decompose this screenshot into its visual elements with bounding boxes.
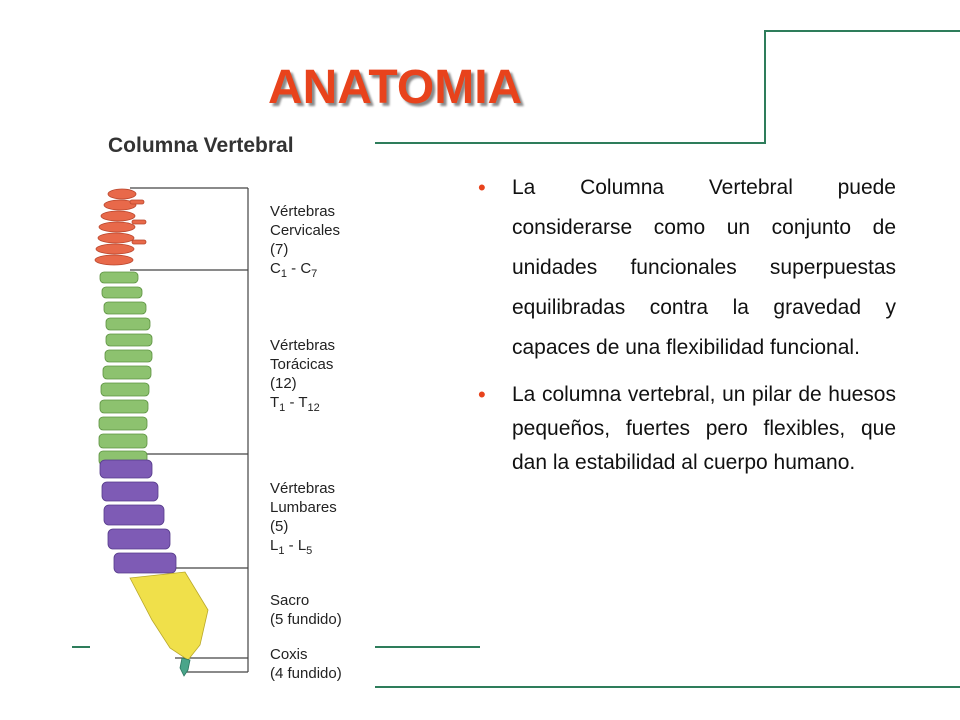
content-bullets	[478, 168, 896, 480]
spine-heading: Columna Vertebral	[108, 134, 294, 157]
frame-vertical-line	[764, 30, 766, 144]
frame-mid-line	[375, 142, 766, 144]
label-coccyx: Coxis (4 fundido)	[270, 646, 342, 682]
bullet-item	[478, 378, 896, 480]
label-cervical: Vértebras Cervicales (7) $C_1 - C_7$	[270, 203, 341, 280]
label-lumbar: Vértebras Lumbares (5) $L_1 - L_5$	[270, 480, 337, 557]
bullet-icon: •	[478, 175, 486, 200]
label-thoracic: Vértebras Torácicas (12) $T_1 - T_{12}$	[270, 337, 336, 414]
label-sacrum: Sacro (5 fundido)	[270, 592, 342, 628]
bullet-icon: •	[478, 382, 486, 407]
frame-top-line	[765, 30, 960, 32]
bullet-text: La Columna Vertebral puede considerarse como un conjunto de unidades funcionales superpuestas equilibradas contra la gravedad y capaces de una flexibilidad funcional.	[512, 176, 896, 359]
frame-bottom-line	[375, 686, 960, 688]
slide-title: ANATOMIA	[268, 61, 523, 114]
bullet-text: La columna vertebral, un pilar de huesos pequeños, fuertes pero flexibles, que dan la estabilidad al cuerpo humano.	[512, 383, 896, 474]
bullet-item	[478, 168, 896, 368]
